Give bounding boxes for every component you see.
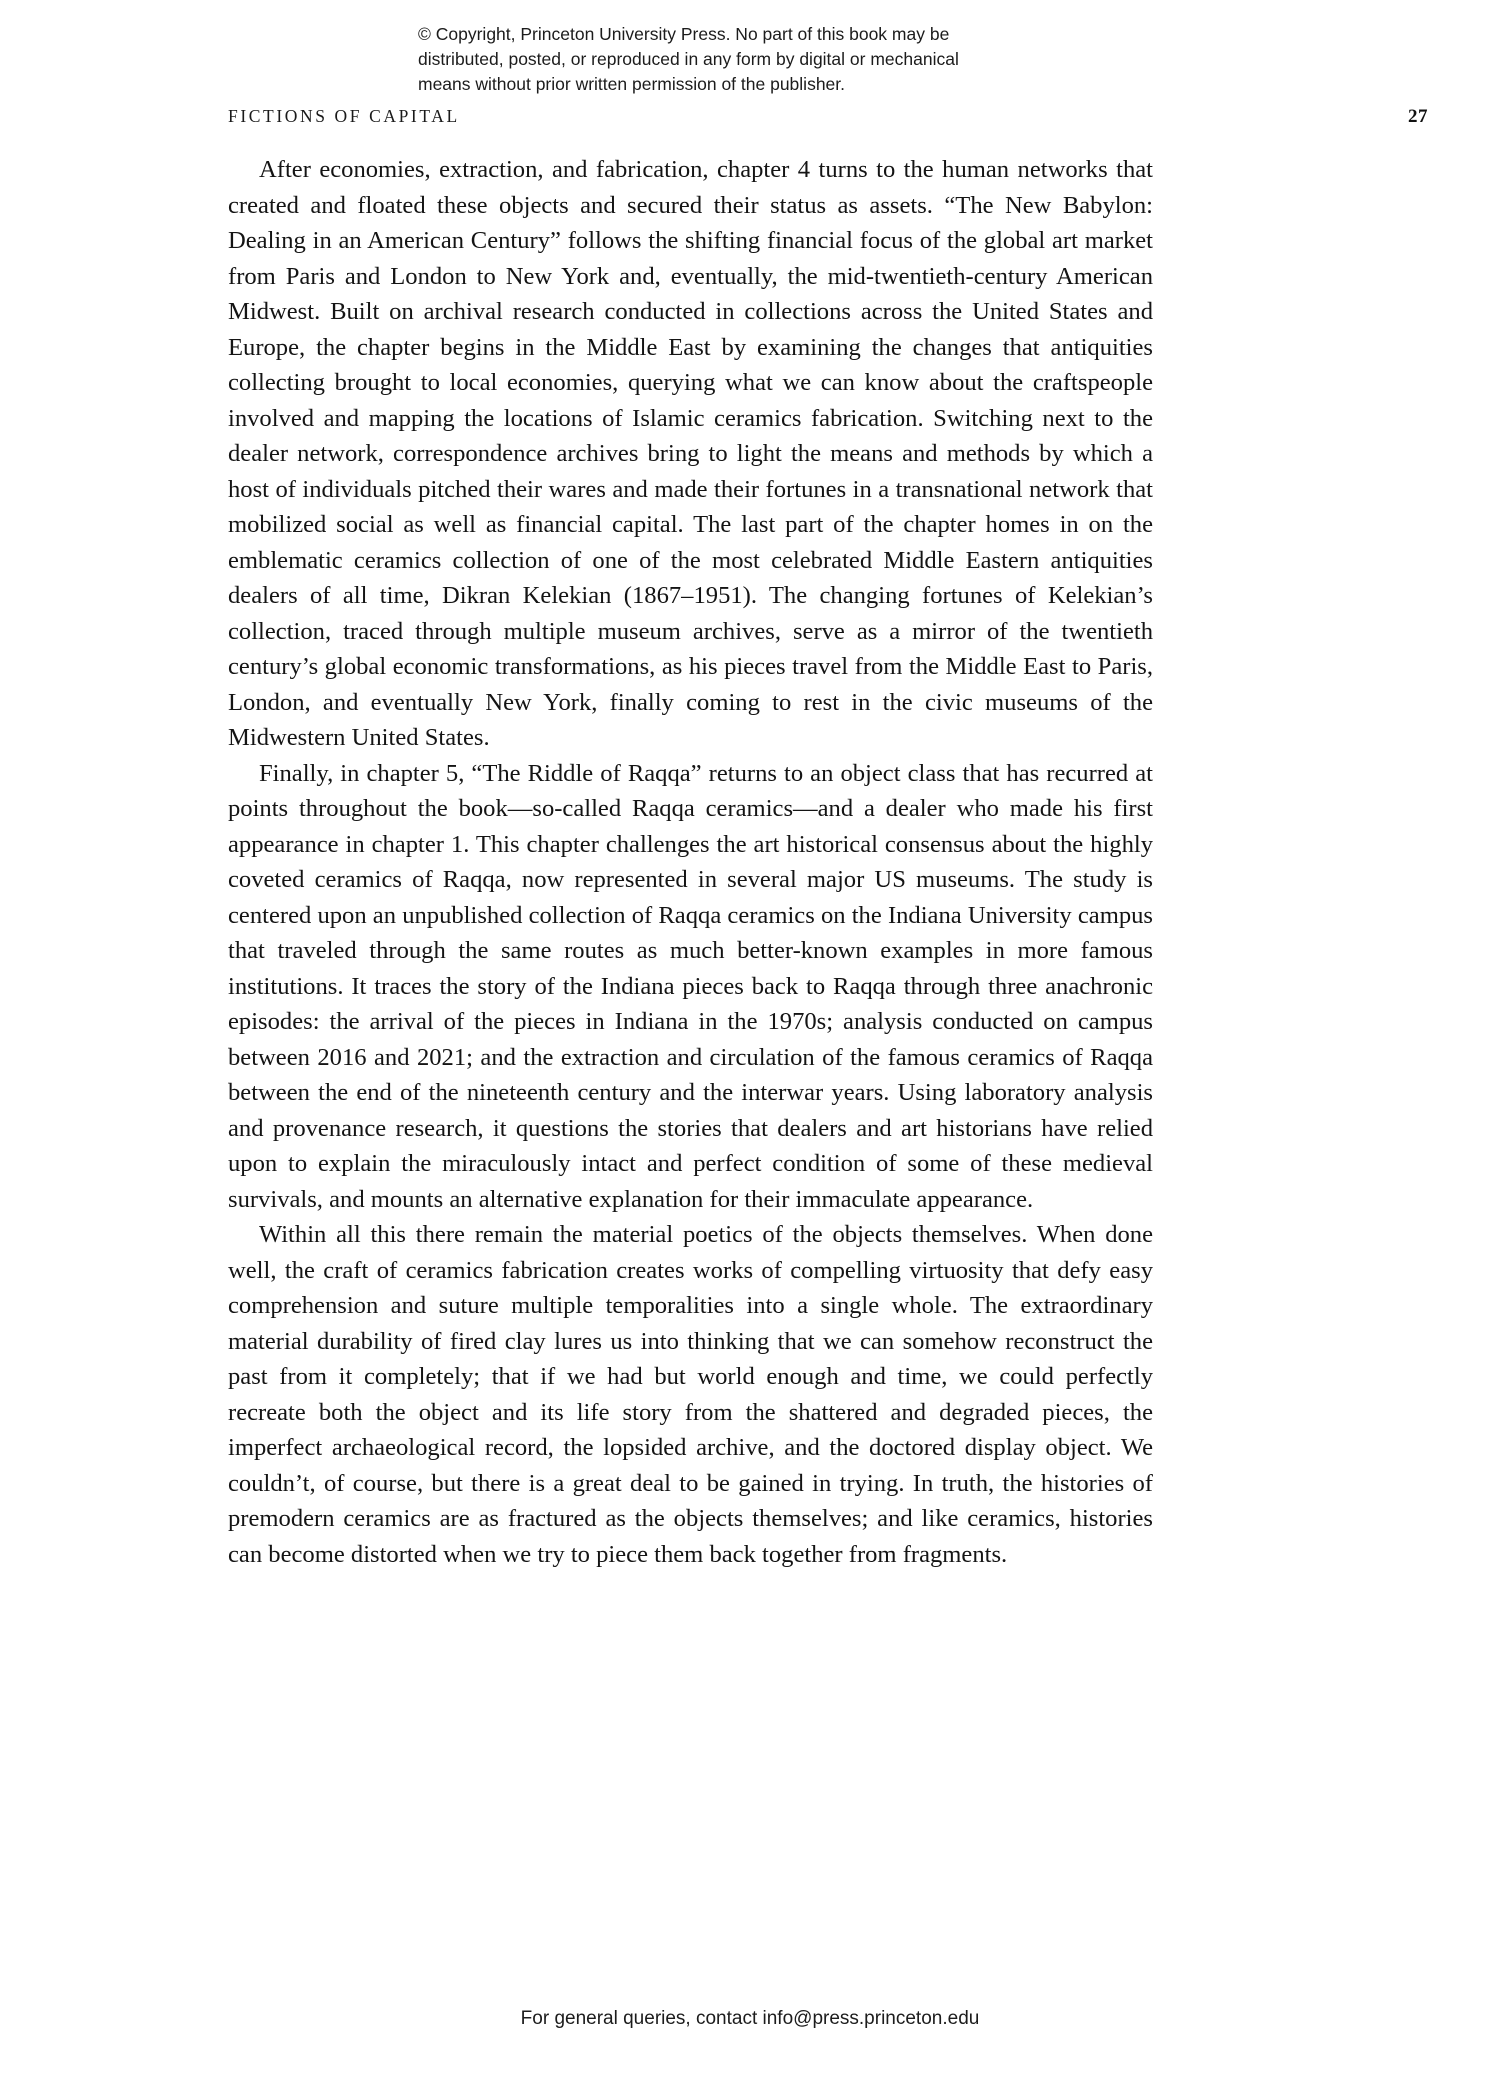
paragraph-3: Within all this there remain the material poetics of the objects themselves. When done well, the craft of ceramics fabrication creates works of compelling virtuosity that defy easy comprehension and suture multiple temporalities into a single whole. The extraordinary material durability of fired clay lures us into thinking that we can somehow reconstruct the past from it completely; that if we had but world enough and time, we could perfectly recreate both the object and its life story from the shattered and degraded pieces, the imperfect archaeological record, the lopsided archive, and the doctored display object. We couldn’t, of course, but there is a great deal to be gained in trying. In truth, the histories of premodern ceramics are as fractured as the objects themselves; and like ceramics, histories can become distorted when we try to piece them back together from fragments. [228,1221,1153,1568]
copyright-line-3: means without prior written permission of the publisher. [418,73,846,94]
running-head [228,106,1428,128]
footer-note: For general queries, contact info@press.princeton.edu [520,2008,980,2029]
copyright-notice [418,22,1118,97]
paragraph-1: After economies, extraction, and fabrication, chapter 4 turns to the human networks that created and floated these objects and secured their status as assets. “The New Babylon: Dealing in an American Century” follows the shifting financial focus of the global art market from Paris and London to New York and, eventually, the mid-twentieth-century American Midwest. Built on archival research conducted in collections across the United States and Europe, the chapter begins in the Middle East by examining the changes that antiquities collecting brought to local economies, querying what we can know about the craftspeople involved and mapping the locations of Islamic ceramics fabrication. Switching next to the dealer network, correspondence archives bring to light the means and methods by which a host of individuals pitched their wares and made their fortunes in a transnational network that mobilized social as well as financial capital. The last part of the chapter homes in on the emblematic ceramics collection of one of the most celebrated Middle Eastern antiquities dealers of all time, Dikran Kelekian (1867–1951). The changing fortunes of Kelekian’s collection, traced through multiple museum archives, serve as a mirror of the twentieth century’s global economic transformations, as his pieces travel from the Middle East to Paris, London, and eventually New York, finally coming to rest in the civic museums of the Midwestern United States. [228,156,1153,751]
paragraph-2: Finally, in chapter 5, “The Riddle of Raqqa” returns to an object class that has recurred at points throughout the book—so-called Raqqa ceramics—and a dealer who made his first appearance in chapter 1. This chapter challenges the art historical consensus about the highly coveted ceramics of Raqqa, now represented in several major US museums. The study is centered upon an unpublished collection of Raqqa ceramics on the Indiana University campus that traveled through the same routes as much better-known examples in more famous institutions. It traces the story of the Indiana pieces back to Raqqa through three anachronic episodes: the arrival of the pieces in Indiana in the 1970s; analysis conducted on campus between 2016 and 2021; and the extraction and circulation of the famous ceramics of Raqqa between the end of the nineteenth century and the interwar years. Using laboratory analysis and provenance research, it questions the stories that dealers and art historians have relied upon to explain the miraculously intact and perfect condition of some of these medieval survivals, and mounts an alternative explanation for their immaculate appearance. [228,759,1153,1213]
copyright-line-2: distributed, posted, or reproduced in any form by digital or mechanical [418,48,959,69]
copyright-line-1: © Copyright, Princeton University Press. No part of this book may be [418,24,950,44]
page-number: 27 [1408,106,1428,127]
body-text [228,152,1153,1572]
running-head-title: FICTIONS OF CAPITAL [228,106,460,126]
